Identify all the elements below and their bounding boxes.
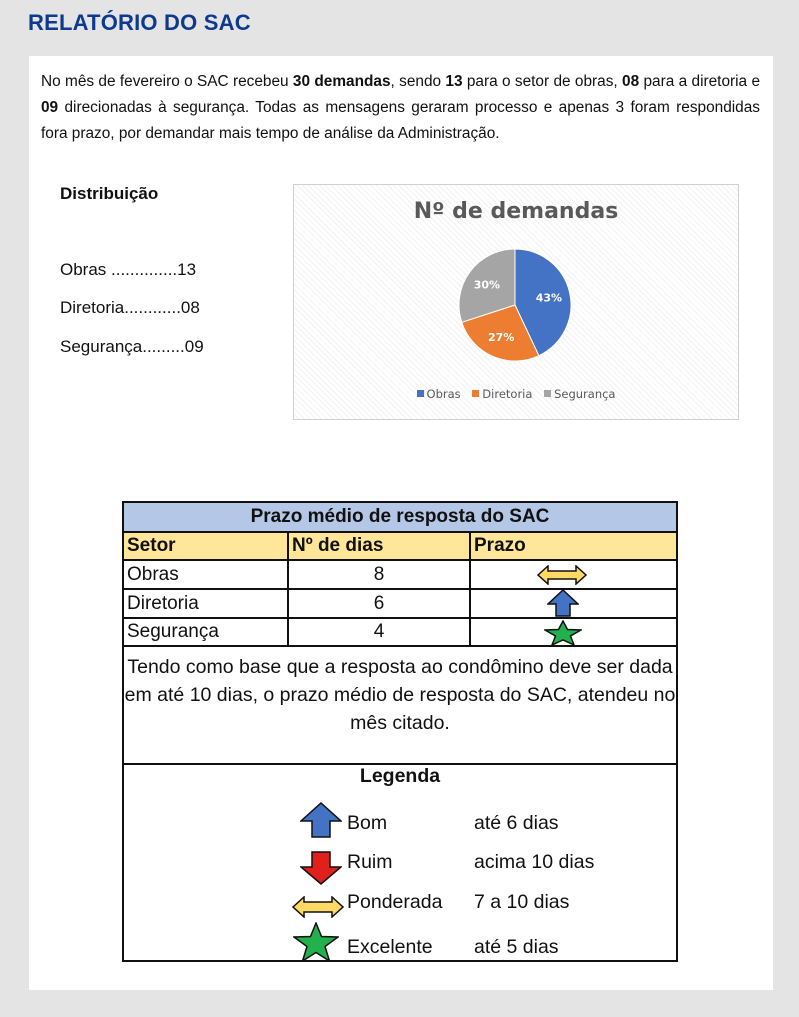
row-diretoria-dias: 6	[373, 593, 385, 614]
row-obras-dias: 8	[373, 564, 385, 585]
chart-title: Nº de demandas	[413, 199, 619, 224]
pie-label-segurança: 30%	[473, 278, 501, 292]
distribution-item-seguranca: Segurança.........09	[60, 337, 204, 356]
legend-item-obras: Obras	[417, 387, 461, 401]
arrow-down-icon	[300, 851, 342, 885]
row-seguranca-dias: 4	[373, 621, 385, 642]
legend-label-ponderada: Ponderada	[347, 891, 443, 913]
intro-paragraph: No mês de fevereiro o SAC recebeu 30 demandas, sendo 13 para o setor de obras, 08 para a diretoria e 09 direcionadas à segurança. Todas as mensagens geraram processo e apenas 3 foram respondidas fora prazo, por demandar mais tempo de análise da Administração.	[41, 73, 761, 142]
arrow-up-icon	[300, 802, 342, 838]
pie-chart-svg	[294, 185, 738, 419]
table-title: Prazo médio de resposta do SAC	[124, 503, 676, 533]
row-seguranca-setor: Segurança	[127, 621, 219, 642]
table-header-prazo: Prazo	[474, 535, 526, 556]
double-arrow-icon	[537, 565, 587, 592]
pie-chart	[293, 184, 739, 420]
distribution-title: Distribuição	[60, 184, 159, 203]
table-note: Tendo como base que a resposta ao condômino deve ser dada em até 10 dias, o prazo médio de resposta do SAC, atendeu no mês citado.	[124, 656, 676, 734]
pie-label-obras: 43%	[535, 291, 563, 305]
row-diretoria-setor: Diretoria	[127, 593, 199, 614]
chart-legend	[294, 387, 738, 401]
legend-label-bom: Bom	[347, 812, 388, 834]
pie-label-diretoria: 27%	[488, 330, 515, 344]
row-obras-setor: Obras	[127, 564, 179, 585]
legend-label-excelente: Excelente	[347, 936, 433, 958]
table-header-setor: Setor	[127, 535, 176, 556]
legend-title: Legenda	[359, 765, 441, 787]
legend-item-diretoria: Diretoria	[472, 387, 532, 401]
star-icon	[293, 922, 339, 962]
distribution-item-diretoria: Diretoria............08	[60, 298, 200, 317]
legend-range-ponderada: 7 a 10 dias	[474, 891, 570, 913]
legend-range-ruim: acima 10 dias	[474, 851, 595, 873]
star-icon	[544, 620, 582, 647]
table-header-dias: Nº de dias	[292, 535, 384, 556]
legend-range-bom: até 6 dias	[474, 812, 559, 834]
response-time-table	[122, 501, 678, 962]
legend-range-excelente: até 5 dias	[474, 936, 559, 958]
page-title: RELATÓRIO DO SAC	[28, 10, 251, 35]
double-arrow-icon	[292, 896, 344, 918]
distribution-item-obras: Obras ..............13	[60, 260, 197, 279]
legend-label-ruim: Ruim	[347, 851, 393, 873]
arrow-up-icon	[547, 589, 579, 616]
legend-item-seguranca: Segurança	[544, 387, 615, 401]
